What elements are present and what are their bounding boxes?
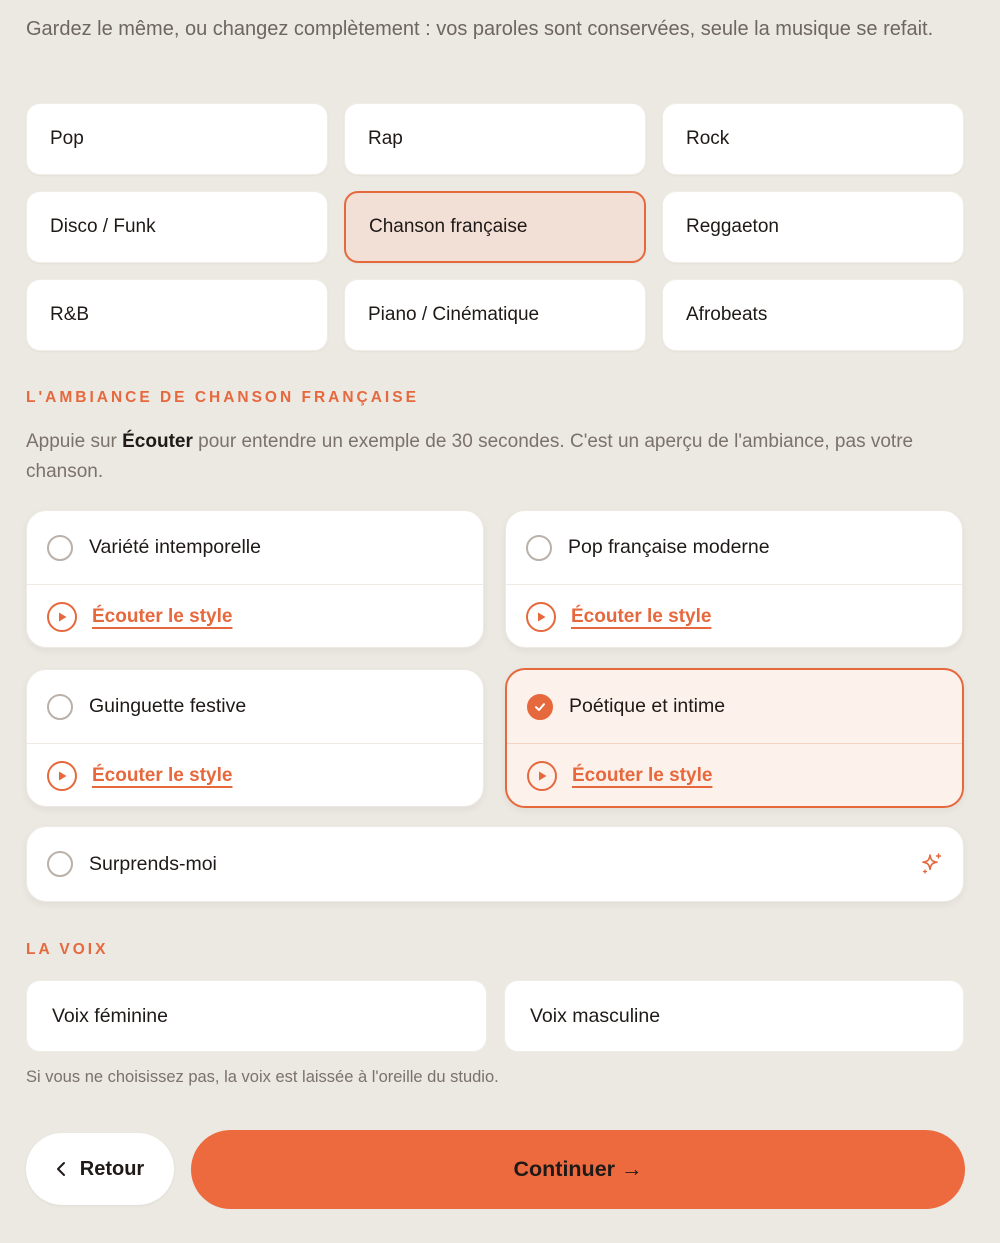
voice-heading: LA VOIX xyxy=(26,941,109,958)
listen-style-link[interactable]: Écouter le style xyxy=(572,765,713,786)
voice-option-masculine[interactable]: Voix masculine xyxy=(504,980,964,1052)
radio-unchecked-icon[interactable] xyxy=(47,851,73,877)
style-card-guinguette-festive xyxy=(26,669,484,807)
style-select-row[interactable] xyxy=(506,511,962,585)
radio-unchecked-icon[interactable] xyxy=(47,694,73,720)
listen-row xyxy=(27,744,483,807)
genre-option-rnb[interactable]: R&B xyxy=(26,279,328,351)
style-select-row[interactable] xyxy=(507,670,962,744)
back-button[interactable] xyxy=(26,1133,174,1205)
genre-option-pop[interactable]: Pop xyxy=(26,103,328,175)
help-prefix: Appuie sur xyxy=(26,431,123,452)
style-title: Guinguette festive xyxy=(89,695,247,717)
sparkle-icon xyxy=(919,851,945,882)
intro-text: Gardez le même, ou changez complètement : vos paroles sont conservées, seule la musique se refait. xyxy=(26,18,934,40)
style-title: Pop française moderne xyxy=(568,536,770,558)
style-card-variete-intemporelle xyxy=(26,510,484,648)
chevron-left-icon xyxy=(56,1161,66,1177)
radio-unchecked-icon[interactable] xyxy=(47,535,73,561)
listen-style-link[interactable]: Écouter le style xyxy=(92,606,233,627)
listen-style-link[interactable]: Écouter le style xyxy=(92,765,233,786)
play-icon[interactable] xyxy=(526,602,556,632)
style-card-pop-francaise-moderne xyxy=(505,510,963,648)
continue-label: Continuer → xyxy=(513,1157,643,1181)
play-icon[interactable] xyxy=(47,602,77,632)
style-select-row[interactable] xyxy=(27,670,483,744)
listen-style-link[interactable]: Écouter le style xyxy=(571,606,712,627)
genre-option-chanson-francaise[interactable]: Chanson française xyxy=(344,191,646,263)
ambiance-heading: L'AMBIANCE DE CHANSON FRANÇAISE xyxy=(26,389,419,406)
style-title: Poétique et intime xyxy=(569,695,726,717)
ambiance-help-text xyxy=(26,427,971,487)
play-icon[interactable] xyxy=(47,761,77,791)
genre-option-afrobeats[interactable]: Afrobeats xyxy=(662,279,964,351)
style-card-poetique-et-intime xyxy=(505,668,964,808)
continue-button[interactable] xyxy=(191,1130,965,1209)
genre-option-reggaeton[interactable]: Reggaeton xyxy=(662,191,964,263)
help-bold: Écouter xyxy=(122,431,193,452)
listen-row xyxy=(27,585,483,648)
play-icon[interactable] xyxy=(527,761,557,791)
surprise-label: Surprends-moi xyxy=(89,852,217,875)
style-select-row[interactable] xyxy=(27,511,483,585)
genre-option-rap[interactable]: Rap xyxy=(344,103,646,175)
voice-note: Si vous ne choisissez pas, la voix est laissée à l'oreille du studio. xyxy=(26,1068,499,1086)
radio-unchecked-icon[interactable] xyxy=(526,535,552,561)
genre-grid xyxy=(26,103,964,351)
help-suffix: pour entendre un exemple de 30 secondes. C'est un aperçu de l'ambiance, pas votre chanson. xyxy=(26,431,914,482)
listen-row xyxy=(507,744,962,808)
genre-option-piano-cinematique[interactable]: Piano / Cinématique xyxy=(344,279,646,351)
back-label: Retour xyxy=(79,1157,145,1180)
voice-option-feminine[interactable]: Voix féminine xyxy=(26,980,487,1052)
style-title: Variété intemporelle xyxy=(89,536,261,558)
genre-option-rock[interactable]: Rock xyxy=(662,103,964,175)
style-card-surprends-moi[interactable] xyxy=(26,826,964,902)
radio-checked-icon[interactable] xyxy=(527,694,553,720)
listen-row xyxy=(506,585,962,648)
genre-option-disco-funk[interactable]: Disco / Funk xyxy=(26,191,328,263)
